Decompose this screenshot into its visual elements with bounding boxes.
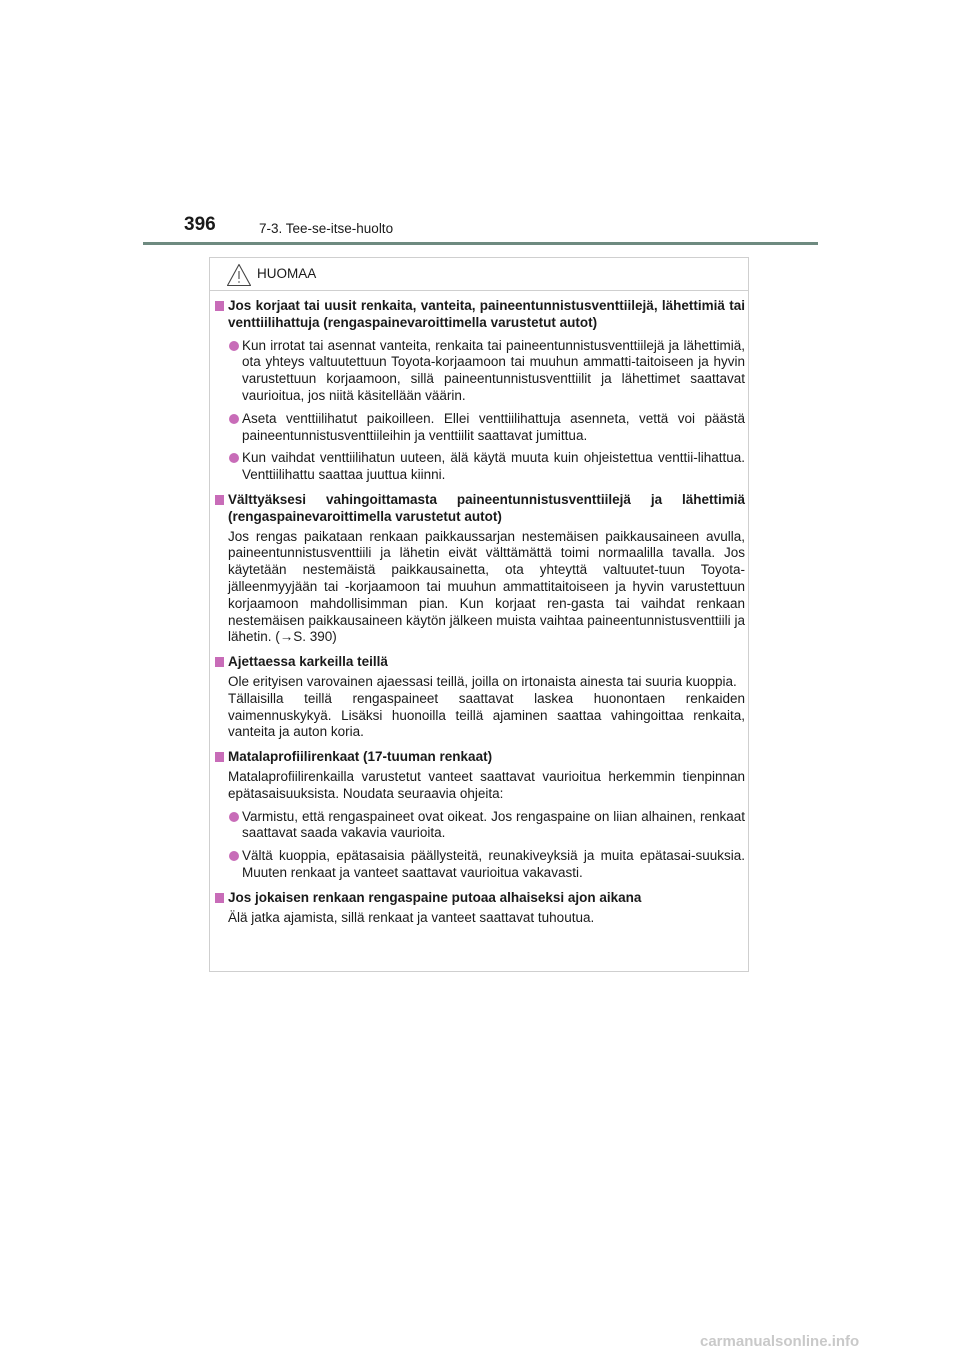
section-heading-text: Ajettaessa karkeilla teillä bbox=[228, 654, 388, 670]
section-heading-text: Välttyäksesi vahingoittamasta paineentunnistusventtiilejä ja lähettimiä (rengaspainevaroittimella varustetut autot) bbox=[228, 491, 745, 524]
square-bullet-icon bbox=[215, 657, 224, 667]
square-bullet-icon bbox=[215, 301, 224, 311]
section-heading bbox=[215, 890, 745, 907]
warning-triangle-icon bbox=[226, 263, 252, 287]
paragraph: Älä jatka ajamista, sillä renkaat ja vanteet saattavat tuhoutua. bbox=[228, 909, 595, 925]
bullet-item bbox=[215, 848, 745, 882]
bullet-item bbox=[215, 338, 745, 405]
section-heading-text: Jos korjaat tai uusit renkaita, vanteita, paineentunnistusventtiilejä, lähettimiä tai venttiilihattuja (rengaspainevaroittimella varustetut autot) bbox=[228, 298, 745, 330]
bullet-item bbox=[215, 450, 745, 484]
square-bullet-icon bbox=[215, 893, 224, 903]
notice-header bbox=[210, 258, 748, 291]
circle-bullet-icon bbox=[229, 851, 239, 861]
circle-bullet-icon bbox=[229, 341, 239, 351]
bullet-text: Kun vaihdat venttiilihatun uuteen, älä käytä muuta kuin ohjeistettua venttii-lihattua. Venttiilihattu saattaa juuttua kiinni. bbox=[242, 450, 745, 483]
circle-bullet-icon bbox=[229, 414, 239, 424]
section-heading-text: Matalaprofiilirenkaat (17-tuuman renkaat) bbox=[228, 749, 493, 765]
square-bullet-icon bbox=[215, 495, 224, 505]
bullet-text: Varmistu, että rengaspaineet ovat oikeat. Jos rengaspaine on liian alhainen, renkaat saattavat saada vakavia vaurioita. bbox=[242, 808, 745, 841]
bullet-item bbox=[215, 809, 745, 843]
bullet-text: Kun irrotat tai asennat vanteita, renkaita tai paineentunnistusventtiilejä ja lähettimiä, ota yhteys valtuutettuun Toyota-korjaamoon tai muuhun ammatti-taitoiseen ja hyvin varustettuun korjaamoon, sillä paineentunnistusventtiilit ja lähettimet saattavat vaurioitua, jos niitä käsitellään väärin. bbox=[242, 337, 745, 403]
notice-title: HUOMAA bbox=[257, 266, 317, 281]
section-title: 7-3. Tee-se-itse-huolto bbox=[259, 221, 394, 236]
header-rule bbox=[143, 242, 818, 245]
circle-bullet-icon bbox=[229, 812, 239, 822]
section-heading bbox=[215, 749, 745, 766]
circle-bullet-icon bbox=[229, 453, 239, 463]
paragraph: Matalaprofiilirenkailla varustetut vanteet saattavat vaurioitua herkemmin tienpinnan epätasaisuuksista. Noudata seuraavia ohjeita: bbox=[228, 768, 745, 801]
square-bullet-icon bbox=[215, 752, 224, 762]
bullet-text: Aseta venttiilihatut paikoilleen. Ellei venttiilihattuja asenneta, vettä voi päästä paineentunnistusventtiileihin ja venttiilit saattavat jumittua. bbox=[242, 410, 745, 443]
notice-body bbox=[215, 296, 745, 926]
watermark-logo: carmanualsonline.info bbox=[700, 1333, 860, 1350]
bullet-text: Vältä kuoppia, epätasaisia päällysteitä, reunakiveyksiä ja muita epätasai-suuksia. Muuten renkaat ja vanteet saattavat vaurioitua vakavasti. bbox=[242, 848, 745, 880]
section-heading-text: Jos jokaisen renkaan rengaspaine putoaa alhaiseksi ajon aikana bbox=[228, 889, 642, 905]
paragraph: Tällaisilla teillä rengaspaineet saattavat laskea huonontaen renkaiden vaimennuskykyä. Lisäksi huonoilla teillä ajaminen saattaa vahingoittaa renkaita, vanteita ja auton koria. bbox=[228, 690, 745, 740]
section-heading bbox=[215, 492, 745, 526]
paragraph: Ole erityisen varovainen ajaessasi teillä, joilla on irtonaista ainesta tai suuria kuoppia. bbox=[228, 673, 737, 689]
bullet-item bbox=[215, 411, 745, 445]
page-number: 396 bbox=[184, 214, 216, 235]
notice-box bbox=[209, 257, 749, 972]
section-heading bbox=[215, 298, 745, 332]
section-heading bbox=[215, 654, 745, 671]
paragraph: Jos rengas paikataan renkaan paikkaussarjan nestemäisen paikkausaineen avulla, paineentunnistusventtiili ja lähetin eivät välttämättä toimi normaalilla tavalla. Jos käytetään nestemäistä paikkausainetta, ota yhteyttä valtuutet-tuun Toyota-jälleenmyyjään tai -korjaamoon tai muuhun ammattitaitoiseen ja hyvin varustettuun korjaamoon mahdollisimman pian. Kun korjaat ren-gasta tai vaihdat renkaan nestemäisen paikkausaineen käytön jälkeen muista vaihtaa paineentunnistusventtiili ja lähetin. (→S. 390) bbox=[228, 528, 745, 645]
